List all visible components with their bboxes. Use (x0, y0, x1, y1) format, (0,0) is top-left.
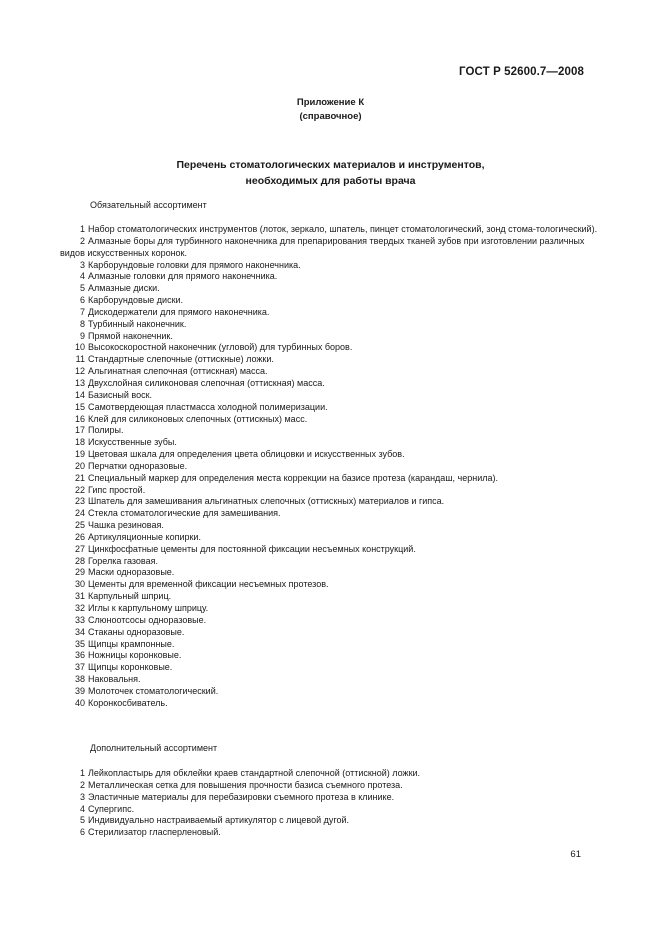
item-number: 25 (74, 520, 85, 531)
item-number: 24 (74, 508, 85, 519)
list-item (60, 342, 598, 354)
list-item (60, 366, 598, 378)
item-number: 26 (74, 531, 85, 542)
list-item (60, 674, 598, 686)
item-text: Индивидуально настраиваемый артикулятор с лицевой дугой. (88, 815, 349, 826)
list-item (60, 579, 598, 591)
item-number: 12 (74, 366, 85, 377)
document-title (0, 157, 661, 189)
list-item (60, 650, 598, 662)
item-text: Базисный воск. (88, 389, 153, 400)
item-number: 32 (74, 603, 85, 613)
item-text: Прямой наконечник. (88, 330, 173, 341)
item-text: Цинкфосфатные цементы для постоянной фиксации несъемных конструкций. (88, 543, 416, 554)
item-text: Чашка резиновая. (88, 520, 164, 531)
item-text: Самотвердеющая пластмасса холодной полимеризации. (88, 401, 328, 412)
item-text: Стекла стоматологические для замешивания. (88, 508, 281, 519)
list-item (60, 698, 598, 710)
item-text: Эластичные материалы для перебазировки съемного протеза в клинике. (88, 791, 395, 802)
item-text: Высокоскоростной наконечник (угловой) для турбинных боров. (88, 342, 353, 353)
list-item (60, 520, 598, 532)
page-number: 61 (570, 849, 581, 860)
item-text: Артикуляционные копирки. (88, 531, 201, 542)
additional-heading: Дополнительный ассортимент (90, 743, 218, 753)
item-text: Супергипс. (88, 803, 135, 814)
item-number: 3 (79, 791, 85, 802)
item-text: Турбинный наконечник. (88, 318, 187, 329)
list-item (60, 591, 598, 603)
item-text: Коронкосбиватель. (88, 697, 168, 708)
list-item (60, 496, 598, 508)
item-number: 23 (74, 496, 85, 507)
item-number: 8 (79, 318, 85, 329)
item-number: 6 (79, 295, 85, 306)
item-number: 7 (79, 306, 85, 317)
list-item (60, 354, 598, 366)
title-line-1: Перечень стоматологических материалов и инструментов, (176, 159, 485, 171)
item-text: Дискодержатели для прямого наконечника. (88, 306, 270, 317)
item-number: 2 (79, 235, 85, 246)
item-text: Алмазные головки для прямого наконечника. (88, 271, 278, 282)
item-text: Стандартные слепочные (оттискные) ложки. (88, 354, 274, 365)
item-number: 40 (74, 697, 85, 708)
item-number: 34 (74, 626, 85, 637)
item-number: 2 (79, 779, 85, 790)
item-text: Гипс простой. (88, 484, 146, 495)
annex-heading (0, 96, 661, 124)
item-text: Слюноотсосы одноразовые. (88, 614, 207, 625)
list-item (60, 603, 598, 615)
list-item (60, 473, 598, 485)
item-text: Стерилизатор гласперленовый. (88, 827, 221, 838)
list-item (60, 815, 598, 827)
item-text: Специальный маркер для определения места коррекции на базисе протеза (карандаш, чернила). (88, 472, 498, 483)
title-line-2: необходимых для работы врача (245, 175, 416, 187)
item-number: 37 (74, 662, 85, 673)
item-number: 17 (74, 425, 85, 436)
item-number: 13 (74, 377, 85, 388)
list-item (60, 627, 598, 639)
list-item (60, 283, 598, 295)
standard-number: ГОСТ Р 52600.7—2008 (459, 66, 584, 78)
item-number: 3 (79, 259, 85, 270)
item-text: Щипцы крампонные. (88, 638, 175, 649)
list-item (60, 307, 598, 319)
list-item (60, 662, 598, 674)
item-number: 1 (79, 768, 85, 778)
item-text: Карборундовые диски. (88, 295, 184, 306)
item-text: Альгинатная слепочная (оттискная) масса. (88, 366, 268, 377)
additional-list (60, 768, 598, 839)
item-text: Цементы для временной фиксации несъемных протезов. (88, 579, 329, 590)
list-item (60, 508, 598, 520)
item-text: Искусственные зубы. (88, 437, 177, 448)
list-item (60, 224, 598, 236)
item-number: 16 (74, 413, 85, 424)
item-number: 28 (74, 555, 85, 566)
mandatory-heading: Обязательный ассортимент (90, 200, 207, 210)
item-text: Карпульный шприц. (88, 591, 172, 602)
item-text: Алмазные боры для турбинного наконечника для препарирования твердых тканей зубов при изготовлении различных видов искусственных коронок. (60, 235, 585, 258)
item-number: 21 (74, 472, 85, 483)
list-item (60, 449, 598, 461)
item-number: 10 (74, 342, 85, 353)
item-number: 19 (74, 449, 85, 460)
list-item (60, 437, 598, 449)
item-number: 11 (75, 354, 85, 365)
item-text: Цветовая шкала для определения цвета облицовки и искусственных зубов. (88, 449, 405, 460)
item-text: Ножницы коронковые. (88, 650, 182, 661)
item-number: 35 (74, 638, 85, 649)
item-text: Щипцы коронковые. (88, 662, 173, 673)
item-number: 36 (74, 650, 85, 661)
item-text: Полиры. (88, 425, 124, 436)
item-number: 29 (74, 567, 85, 578)
list-item (60, 485, 598, 497)
item-number: 38 (74, 674, 85, 685)
list-item (60, 780, 598, 792)
annex-title: Приложение К (296, 97, 365, 108)
list-item (60, 544, 598, 556)
list-item (60, 768, 598, 780)
list-item (60, 414, 598, 426)
annex-note: (справочное) (299, 111, 362, 122)
item-number: 4 (79, 803, 85, 814)
item-number: 22 (74, 484, 85, 495)
list-item (60, 804, 598, 816)
list-item (60, 331, 598, 343)
list-item (60, 686, 598, 698)
item-number: 1 (79, 224, 85, 234)
item-text: Молоточек стоматологический. (88, 685, 219, 696)
list-item (60, 556, 598, 568)
list-item (60, 567, 598, 579)
item-text: Лейкопластырь для обклейки краев стандартной слепочной (оттискной) ложки. (88, 768, 421, 778)
item-number: 27 (74, 543, 85, 554)
item-number: 31 (74, 591, 85, 602)
item-text: Металлическая сетка для повышения прочности базиса съемного протеза. (88, 779, 403, 790)
list-item (60, 639, 598, 651)
list-item (60, 402, 598, 414)
item-number: 39 (74, 685, 85, 696)
list-item (60, 425, 598, 437)
item-number: 5 (79, 283, 85, 294)
list-item (60, 319, 598, 331)
item-text: Клей для силиконовых слепочных (оттискных) масс. (88, 413, 308, 424)
item-text: Стаканы одноразовые. (88, 626, 185, 637)
item-text: Шпатель для замешивания альгинатных слепочных (оттискных) материалов и гипса. (88, 496, 445, 507)
item-number: 5 (79, 815, 85, 826)
item-number: 4 (79, 271, 85, 282)
item-text: Карборундовые головки для прямого наконечника. (88, 259, 301, 270)
list-item (60, 792, 598, 804)
item-text: Иглы к карпульному шприцу. (88, 603, 209, 613)
list-item (60, 295, 598, 307)
list-item (60, 615, 598, 627)
item-text: Перчатки одноразовые. (88, 460, 188, 471)
item-number: 14 (74, 389, 85, 400)
item-text: Маски одноразовые. (88, 567, 175, 578)
item-text: Набор стоматологических инструментов (лоток, зеркало, шпатель, пинцет стоматологический, зонд стома-тологический). (88, 224, 598, 234)
item-number: 18 (74, 437, 85, 448)
list-item (60, 260, 598, 272)
item-text: Двухслойная силиконовая слепочная (оттискная) масса. (88, 377, 325, 388)
item-text: Алмазные диски. (88, 283, 160, 294)
item-number: 6 (79, 827, 85, 838)
list-item (60, 236, 598, 260)
item-number: 33 (74, 614, 85, 625)
list-item (60, 390, 598, 402)
list-item (60, 532, 598, 544)
mandatory-list (60, 224, 598, 710)
item-text: Горелка газовая. (88, 555, 158, 566)
list-item (60, 271, 598, 283)
list-item (60, 827, 598, 839)
item-text: Наковальня. (88, 674, 141, 685)
list-item (60, 378, 598, 390)
item-number: 20 (74, 460, 85, 471)
item-number: 9 (79, 330, 85, 341)
item-number: 30 (74, 579, 85, 590)
item-number: 15 (74, 401, 85, 412)
list-item (60, 461, 598, 473)
